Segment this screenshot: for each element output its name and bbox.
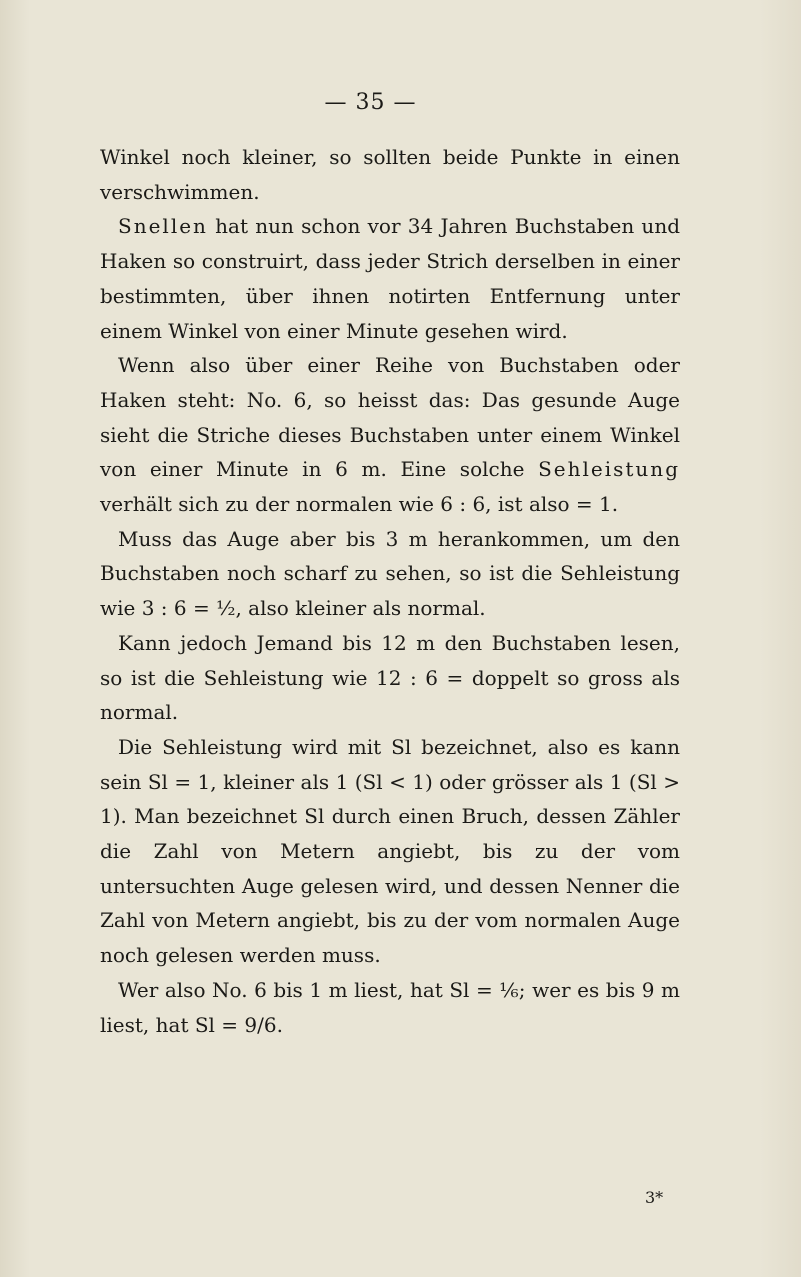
text-run: verhält sich zu der normalen wie 6 : 6, ist also = 1. — [100, 492, 619, 517]
paragraph — [100, 973, 680, 1042]
text-run: Wenn also über einer Reihe von Buchstaben oder Haken steht: No. 6, so heisst das: Das gesunde Auge sieht die Striche dieses Buchstaben unter einem Winkel von einer Minute in 6 m. Eine solche — [100, 353, 680, 482]
text-run: Wer also No. 6 bis 1 m liest, hat Sl = ⅙; wer es bis 9 m liest, hat Sl = 9/6. — [100, 977, 680, 1037]
paragraph — [100, 626, 680, 730]
text-run: Winkel noch kleiner, so sollten beide Punkte in einen verschwimmen. — [100, 145, 680, 204]
spaced-term: Sehleistung — [538, 457, 680, 482]
paragraph — [100, 140, 680, 209]
paragraph — [100, 348, 680, 522]
paragraph — [100, 730, 680, 973]
signature-mark: 3* — [645, 1188, 664, 1207]
paragraph — [100, 522, 680, 626]
text-run: Kann jedoch Jemand bis 12 m den Buchstaben lesen, so ist die Sehleistung wie 12 : 6 = doppelt so gross als normal. — [100, 630, 680, 725]
paragraph — [100, 209, 680, 348]
text-run: Die Sehleistung wird mit Sl bezeichnet, also es kann sein Sl = 1, kleiner als 1 (Sl < 1) oder grösser als 1 (Sl > 1). Man bezeichnet Sl durch einen Bruch, dessen Zähler die Zahl von Metern angiebt, bis zu der vom untersuchten Auge gelesen wird, und dessen Nenner die Zahl von Metern angiebt, bis zu der vom normalen Auge noch gelesen werden muss. — [100, 734, 680, 968]
body-text — [100, 140, 680, 1042]
page-number: — 35 — — [324, 90, 417, 115]
text-run: hat nun schon vor 34 Jahren Buchstaben und Haken so construirt, dass jeder Strich derselben in einer bestimmten, über ihnen notirten Entfernung unter einem Winkel von einer Minute gesehen wird. — [100, 214, 680, 343]
spaced-name: Snellen — [118, 214, 208, 239]
text-run: Muss das Auge aber bis 3 m herankommen, um den Buchstaben noch scharf zu sehen, so ist die Sehleistung wie 3 : 6 = ½, also kleiner als normal. — [100, 526, 680, 621]
